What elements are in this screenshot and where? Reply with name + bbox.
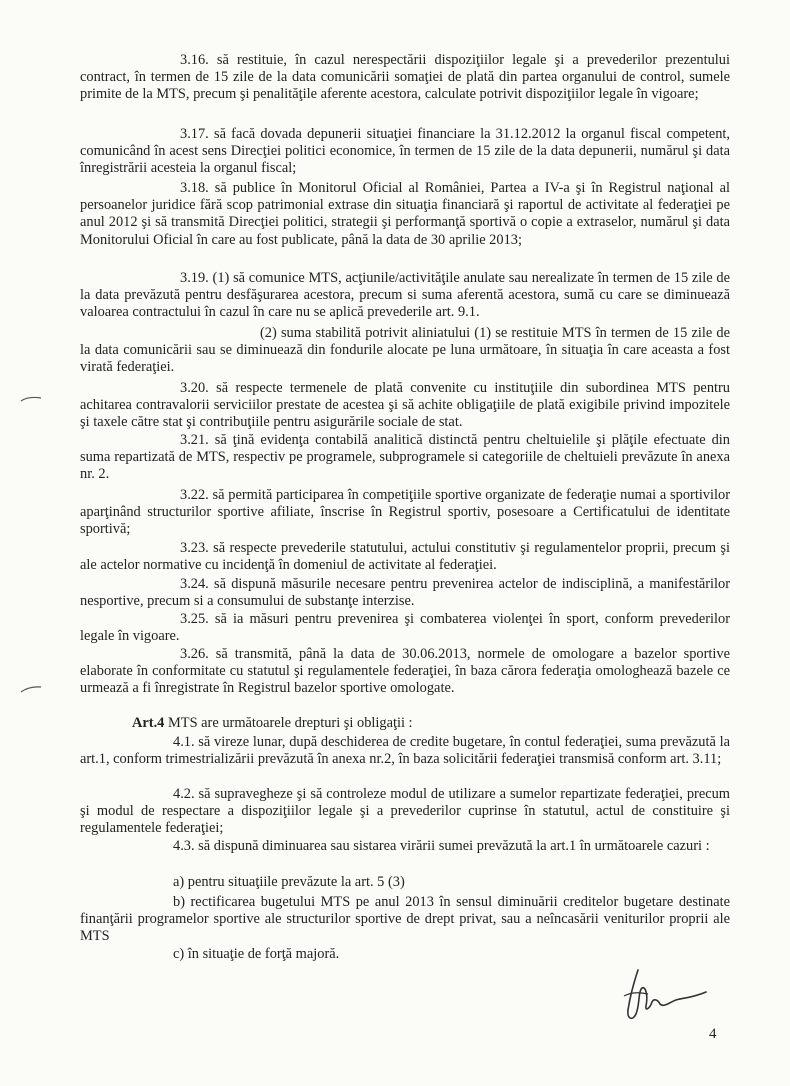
clause-3-23: 3.23. să respecte prevederile statutului, actului constitutiv şi regulamentelor proprii, precum şi ale actelor normative cu incidenţă în domeniul de activitate al federaţiei. <box>80 540 730 574</box>
clause-4-2: 4.2. să supravegheze şi să controleze modul de utilizare a sumelor repartizate federaţiei, precum şi modul de respectare a dispoziţiilor legale şi a prevederilor cuprinse în statutul, actul de constituire şi regulamentele federaţiei; <box>80 786 730 837</box>
clause-4-1: 4.1. să vireze lunar, după deschiderea de credite bugetare, în contul federaţiei, suma prevăzută la art.1, conform trimestrializării prevăzută în anexa nr.2, în baza solicitării federaţiei transmisă conform art. 3.11; <box>80 734 730 768</box>
clause-3-22: 3.22. să permită participarea în competiţiile sportive organizate de federaţie numai a sportivilor aparţinând structurilor sportive afiliate, înscrise în Registrul sportiv, posesoare a Certificatului de identitate sportivă; <box>80 487 730 538</box>
margin-mark <box>20 685 42 693</box>
clause-3-16: 3.16. să restituie, în cazul nerespectării dispoziţiilor legale şi a prevederilor prezentului contract, în termen de 15 zile de la data comunicării somaţiei de plată din partea organului de control, sumele primite de la MTS, precum şi penalităţile aferente acestora, calculate potrivit dispoziţiilor legale în vigoare; <box>80 52 730 103</box>
clause-3-17: 3.17. să facă dovada depunerii situaţiei financiare la 31.12.2012 la organul fiscal competent, comunicând în acest sens Direcţiei politici economice, în termen de 15 zile de la data depunerii, numărul şi data înregistrării acesteia la organul fiscal; <box>80 126 730 177</box>
page-number: 4 <box>709 1026 717 1042</box>
clause-3-20: 3.20. să respecte termenele de plată convenite cu instituţiile din subordinea MTS pentru achitarea contravalorii serviciilor prestate de acestea şi să achite obligaţiile de plată exigibile privind impozitele şi taxele către stat şi contribuţiile pentru asigurările sociale de stat. <box>80 380 730 431</box>
clause-4-3-a: a) pentru situaţiile prevăzute la art. 5 (3) <box>173 874 405 890</box>
clause-3-24: 3.24. să dispună măsurile necesare pentru prevenirea actelor de indisciplină, a manifestărilor nesportive, precum si a consumului de substanţe interzise. <box>80 576 730 610</box>
clause-3-19-2: (2) suma stabilită potrivit aliniatului (1) se restituie MTS în termen de 15 zile de la data comunicării sau se diminuează din fondurile alocate pe luna următoare, în situaţia în care aceasta a fost virată federaţiei. <box>80 325 730 376</box>
clause-3-18: 3.18. să publice în Monitorul Oficial al României, Partea a IV-a şi în Registrul naţional al persoanelor juridice fără scop patrimonial extrase din situaţia financiară şi raportul de activitate al federaţiei pe anul 2012 şi să transmită Direcţiei politici, strategii şi performanţă sportivă o copie a extraselor, numărul şi data Monitorului Oficial în care au fost publicate, până la data de 30 aprilie 2013; <box>80 180 730 248</box>
article-4-heading <box>80 715 730 732</box>
margin-mark <box>20 395 42 403</box>
clause-3-26: 3.26. să transmită, până la data de 30.06.2013, normele de omologare a bazelor sportive elaborate în conformitate cu statutul şi regulamentele federaţiei, în baza cărora federaţia omologhează bazele ce urmează a fi înregistrate în Registrul bazelor sportive omologate. <box>80 646 730 697</box>
clause-3-21: 3.21. să ţină evidenţa contabilă analitică distinctă pentru cheltuielile şi plăţile efectuate din suma repartizată de MTS, respectiv pe programele, subprogramele si categoriile de cheltuieli prevăzute în anexa nr. 2. <box>80 432 730 483</box>
clause-4-3-c: c) în situaţie de forţă majoră. <box>173 946 340 962</box>
article-4-label: Art.4 <box>132 715 165 731</box>
handwritten-signature <box>608 962 718 1028</box>
article-4-intro: MTS are următoarele drepturi şi obligaţii : <box>167 715 413 731</box>
clause-4-3-b: b) rectificarea bugetului MTS pe anul 2013 în sensul diminuării creditelor bugetare destinate finanţării programelor sportive ale structurilor sportive de drept privat, sau a neîncasării veniturilor proprii ale MTS <box>80 894 730 945</box>
clause-4-3: 4.3. să dispună diminuarea sau sistarea virării sumei prevăzută la art.1 în următoarele cazuri : <box>173 838 710 854</box>
clause-3-19-1: 3.19. (1) să comunice MTS, acţiunile/activităţile anulate sau nerealizate în termen de 15 zile de la data prevăzută pentru desfăşurarea acestora, precum si suma aferentă acestora, sumă cu care se diminuează valoarea contractului în cazul în care nu se aplică prevederile art. 9.1. <box>80 270 730 321</box>
clause-3-25: 3.25. să ia măsuri pentru prevenirea şi combaterea violenţei în sport, conform prevederilor legale în vigoare. <box>80 611 730 645</box>
